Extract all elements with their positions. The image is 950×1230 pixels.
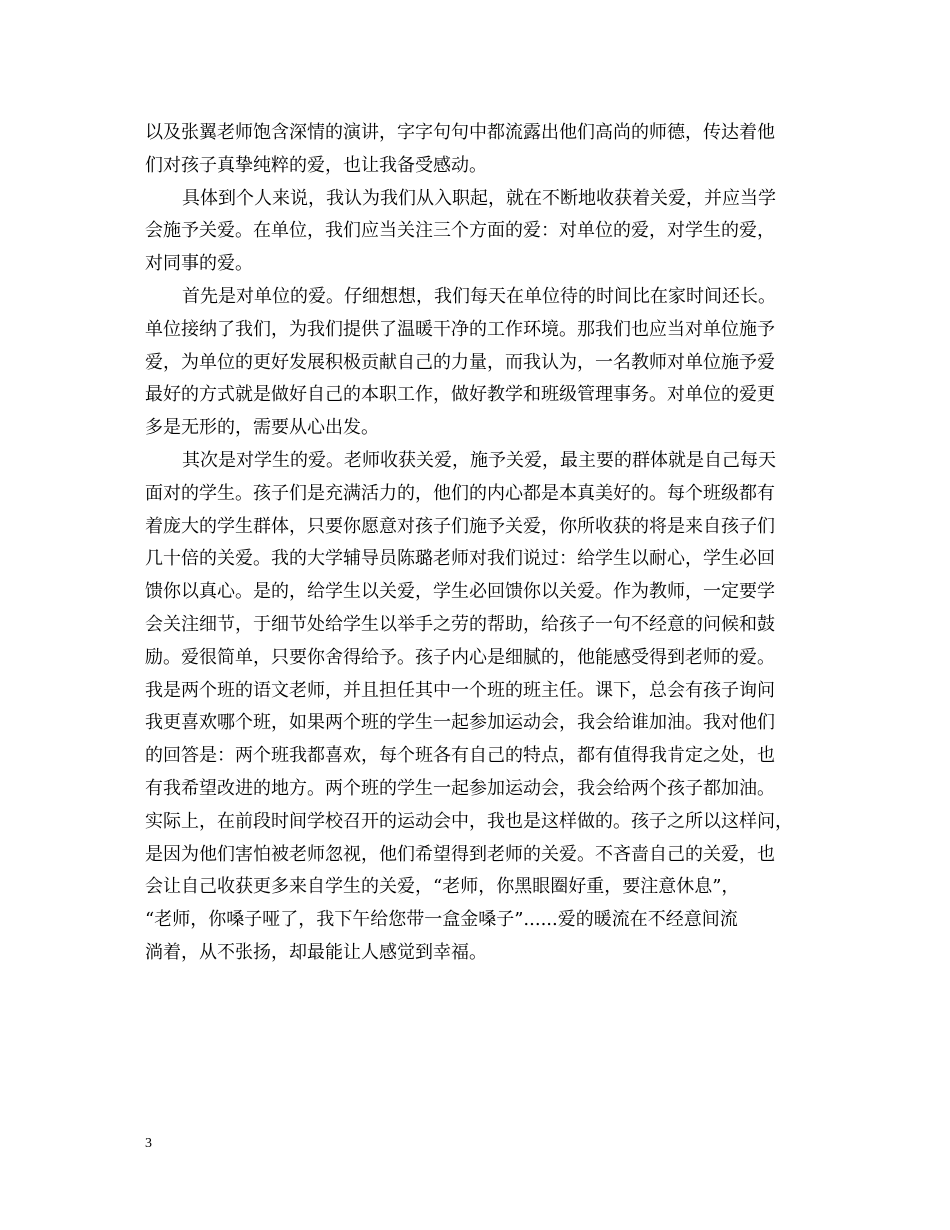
paragraph-1 [145, 117, 810, 183]
text-line: 实际上，在前段时间学校召开的运动会中，我也是这样做的。孩子之所以这样问， [145, 810, 793, 832]
text-line: 会关注细节，于细节处给学生以举手之劳的帮助，给孩子一句不经意的问候和鼓 [145, 613, 775, 635]
text-line: 淌着，从不张扬，却最能让人感觉到幸福。 [145, 941, 487, 963]
text-line: 具体到个人来说，我认为我们从入职起，就在不断地收获着关爱，并应当学 [182, 187, 776, 209]
document-body [145, 117, 810, 970]
text-line: 我更喜欢哪个班，如果两个班的学生一起参加运动会，我会给谁加油。我对他们 [145, 712, 775, 734]
text-line: 多是无形的，需要从心出发。 [145, 417, 379, 439]
text-line: 有我希望改进的地方。两个班的学生一起参加运动会，我会给两个孩子都加油。 [145, 777, 775, 799]
text-line: 是因为他们害怕被老师忽视，他们希望得到老师的关爱。不吝啬自己的关爱，也 [145, 843, 775, 865]
text-line: 的回答是：两个班我都喜欢，每个班各有自己的特点，都有值得我肯定之处，也 [145, 745, 775, 767]
text-line: “老师，你嗓子哑了，我下午给您带一盒金嗓子”......爱的暖流在不经意间流 [145, 909, 738, 931]
paragraph-4 [145, 445, 810, 970]
paragraph-2 [145, 183, 810, 281]
text-line: 最好的方式就是做好自己的本职工作，做好教学和班级管理事务。对单位的爱更 [145, 384, 775, 406]
text-line: 以及张翼老师饱含深情的演讲，字字句句中都流露出他们高尚的师德，传达着他 [145, 122, 775, 143]
text-line: 们对孩子真挚纯粹的爱，也让我备受感动。 [145, 154, 487, 176]
text-line: 我是两个班的语文老师，并且担任其中一个班的班主任。课下，总会有孩子询问 [145, 679, 775, 701]
text-line: 面对的学生。孩子们是充满活力的，他们的内心都是本真美好的。每个班级都有 [145, 482, 775, 504]
text-line: 会施予关爱。在单位，我们应当关注三个方面的爱：对单位的爱，对学生的爱， [145, 220, 775, 242]
text-line: 其次是对学生的爱。老师收获关爱，施予关爱，最主要的群体就是自己每天 [182, 449, 776, 471]
text-line: 励。爱很简单，只要你舍得给予。孩子内心是细腻的，他能感受得到老师的爱。 [145, 646, 775, 668]
text-line: 会让自己收获更多来自学生的关爱，“老师，你黑眼圈好重，要注意休息”， [145, 876, 740, 898]
text-line: 爱，为单位的更好发展积极贡献自己的力量，而我认为，一名教师对单位施予爱 [145, 351, 775, 373]
text-line: 对同事的爱。 [145, 253, 253, 275]
text-line: 单位接纳了我们，为我们提供了温暖干净的工作环境。那我们也应当对单位施予 [145, 318, 775, 340]
page-number: 3 [145, 1136, 152, 1151]
paragraph-3 [145, 281, 810, 445]
text-line: 馈你以真心。是的，给学生以关爱，学生必回馈你以关爱。作为教师，一定要学 [145, 581, 775, 603]
text-line: 几十倍的关爱。我的大学辅导员陈璐老师对我们说过：给学生以耐心，学生必回 [145, 548, 775, 570]
text-line: 着庞大的学生群体，只要你愿意对孩子们施予关爱，你所收获的将是来自孩子们 [145, 515, 775, 537]
text-line: 首先是对单位的爱。仔细想想，我们每天在单位待的时间比在家时间还长。 [182, 285, 776, 307]
